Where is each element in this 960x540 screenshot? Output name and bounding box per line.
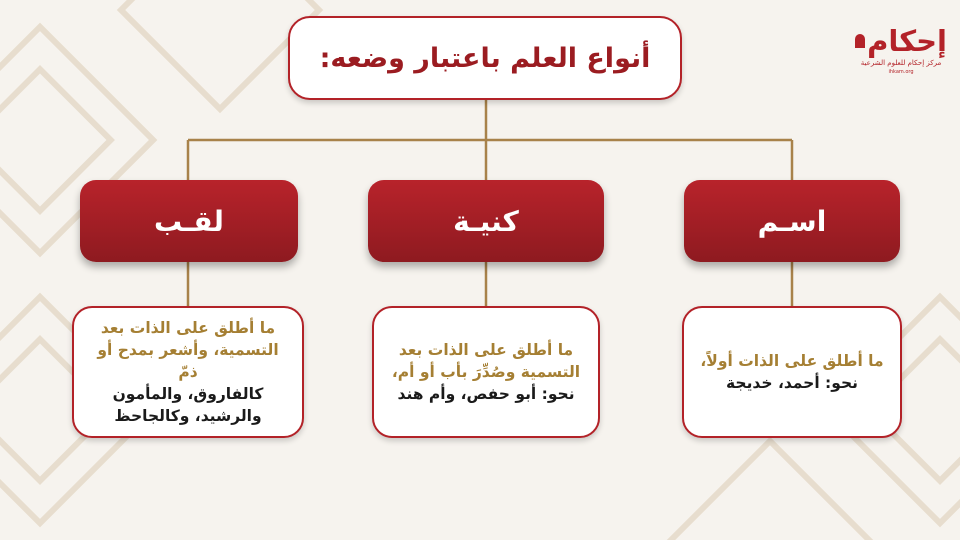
example-text: نحو: أحمد، خديجة xyxy=(726,374,858,392)
logo-word: إحكام xyxy=(867,24,947,58)
category-kunya xyxy=(368,180,604,262)
category-label: لقـب xyxy=(154,204,224,238)
example-text: كالفاروق، والمأمون والرشيد، وكالجاحظ xyxy=(112,385,264,425)
definition-box-kunya xyxy=(372,306,600,438)
definition-text: ما أطلق على الذات بعد التسمية، وأشعر بمدح أو ذمّ xyxy=(97,319,279,381)
definition-box-ism xyxy=(682,306,902,438)
category-ism xyxy=(684,180,900,262)
example-text: نحو: أبو حفص، وأم هند xyxy=(397,385,575,403)
title-box xyxy=(288,16,682,100)
diagram-title: أنواع العلم باعتبار وضعه: xyxy=(319,42,651,74)
definition-text: ما أطلق على الذات أولاً، xyxy=(700,352,884,370)
category-label: اسـم xyxy=(757,204,827,238)
definition-box-laqab xyxy=(72,306,304,438)
category-laqab xyxy=(80,180,298,262)
ihkam-logo xyxy=(860,24,947,86)
dome-icon xyxy=(855,34,865,48)
definition-text: ما أطلق على الذات بعد التسمية وصُدِّرَ بأب أو أم، xyxy=(391,341,581,381)
logo-subtitle: مركز إحكام للعلوم الشرعية xyxy=(860,59,942,67)
logo-url: ihkam.org xyxy=(888,69,914,75)
category-label: كنيـة xyxy=(453,204,519,238)
